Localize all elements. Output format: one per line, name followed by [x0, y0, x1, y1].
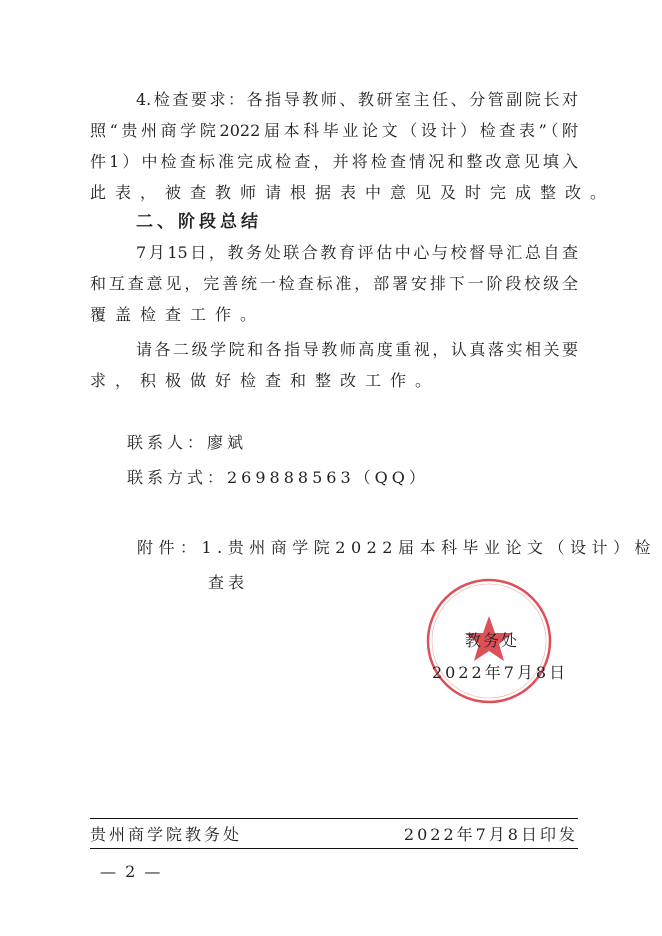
footer-bottom-rule	[90, 848, 578, 849]
signature-date: 2022年7月8日	[432, 663, 569, 682]
para1-line: 件1）中检查标准完成检查，并将检查情况和整改意见填入	[90, 152, 578, 171]
contact-method: 联系方式：269888563（QQ）	[127, 468, 429, 487]
para2-line: 7月15日，教务处联合教育评估中心与校督导汇总自查	[136, 243, 578, 262]
contact-person: 联系人：廖斌	[127, 433, 248, 452]
para3-line: 求，积极做好检查和整改工作。	[90, 371, 441, 390]
footer-top-rule	[90, 818, 578, 819]
para3-line: 请各二级学院和各指导教师高度重视，认真落实相关要	[136, 340, 578, 359]
para1-line: 此表，被查教师请根据表中意见及时完成整改。	[90, 183, 616, 202]
para2-line: 和互查意见，完善统一检查标准，部署安排下一阶段校级全	[90, 274, 578, 293]
signature-office: 教务处	[465, 631, 520, 650]
footer-issuer: 贵州商学院教务处	[90, 825, 243, 844]
attachment-line: 查表	[208, 573, 249, 592]
attachment-line: 附件：1.贵州商学院2022届本科毕业论文（设计）检	[137, 538, 656, 557]
para1-line: 照“贵州商学院2022届本科毕业论文（设计）检查表”（附	[90, 121, 578, 140]
para2-line: 覆盖检查工作。	[90, 305, 266, 324]
section-heading: 二、阶段总结	[136, 212, 262, 232]
page-number: — 2 —	[100, 862, 163, 881]
footer-issued-date: 2022年7月8日印发	[403, 825, 578, 844]
para1-line: 4.检查要求：各指导教师、教研室主任、分管副院长对	[136, 90, 578, 109]
